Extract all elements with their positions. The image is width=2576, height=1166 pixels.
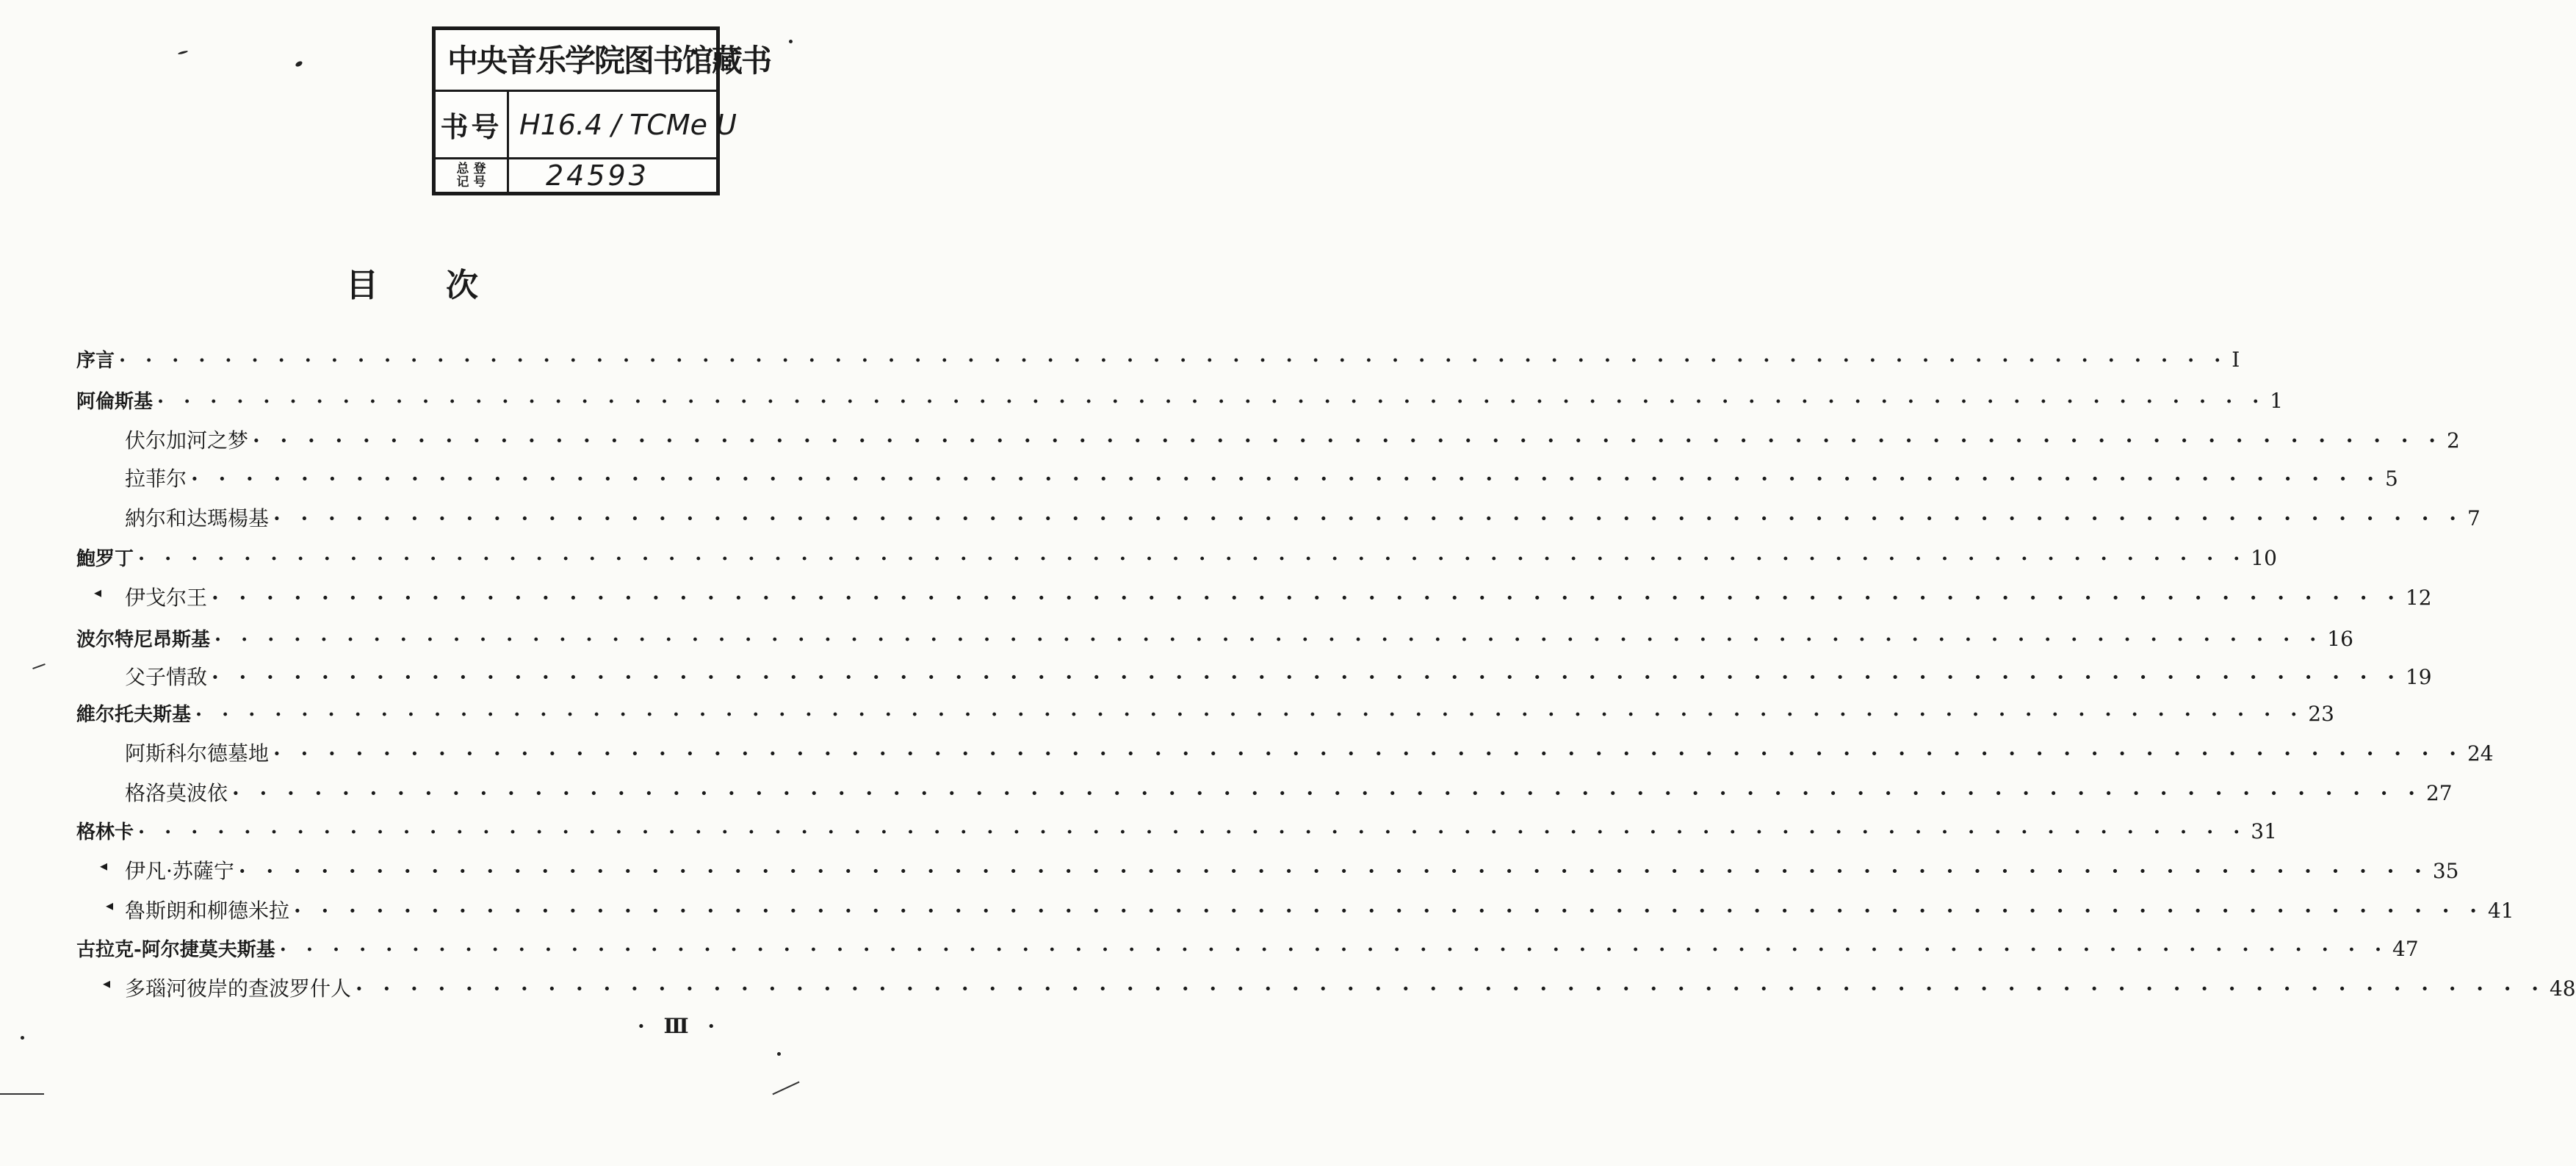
stamp-accession-label-line1: 总 登 bbox=[456, 162, 486, 176]
scan-speck bbox=[21, 1036, 24, 1040]
toc-page-number: 27 bbox=[2425, 781, 2453, 805]
toc-page-number: 12 bbox=[2405, 586, 2432, 610]
toc-entry-title: 父子情敌 bbox=[125, 665, 208, 689]
toc-page-number: I bbox=[2232, 348, 2240, 372]
stamp-accession-value: 24593 bbox=[546, 159, 649, 192]
toc-entry bbox=[76, 935, 2419, 964]
toc-entry bbox=[125, 973, 2576, 1002]
toc-page-number: 1 bbox=[2270, 389, 2284, 413]
toc-leader-dots: · · · · · · · · · · · · · · · · · · · · · · · · · · · · · · · · · · · · · · · · · · · · · · · · · · · · · · · · · · · · · · · · · · · · · · · · · · · · · · · · bbox=[138, 821, 2247, 843]
toc-leader-dots: · · · · · · · · · · · · · · · · · · · · · · · · · · · · · · · · · · · · · · · · · · · · · · · · · · · · · · · · · · · · · · · · · · · · · · · · · · · · · · · · bbox=[279, 939, 2389, 961]
toc-leader-dots: · · · · · · · · · · · · · · · · · · · · · · · · · · · · · · · · · · · · · · · · · · · · · · · · · · · · · · · · · · · · · · · · · · · · · · · · · · · · · · · · bbox=[195, 704, 2304, 726]
toc-leader-dots: · · · · · · · · · · · · · · · · · · · · · · · · · · · · · · · · · · · · · · · · · · · · · · · · · · · · · · · · · · · · · · · · · · · · · · · · · · · · · · · · bbox=[119, 350, 2228, 372]
toc-mark-icon: ◂ bbox=[94, 583, 102, 601]
toc-entry bbox=[125, 425, 2460, 454]
stamp-title: 中央音乐学院图书馆藏书 bbox=[436, 30, 716, 92]
toc-leader-dots: · · · · · · · · · · · · · · · · · · · · · · · · · · · · · · · · · · · · · · · · · · · · · · · · · · · · · · · · · · · · · · · · · · · · · · · · · · · · · · · · bbox=[294, 899, 2483, 923]
toc-entry bbox=[76, 386, 2284, 416]
toc-page-number: 31 bbox=[2251, 819, 2277, 843]
toc-page-number: 19 bbox=[2405, 665, 2432, 689]
toc-entry-title: 伏尔加河之梦 bbox=[125, 428, 249, 453]
toc-leader-dots: · · · · · · · · · · · · · · · · · · · · · · · · · · · · · · · · · · · · · · · · · · · · · · · · · · · · · · · · · · · · · · · · · · · · · · · · · · · · · · · · bbox=[191, 467, 2381, 491]
toc-entry bbox=[76, 625, 2353, 654]
toc-leader-dots: · · · · · · · · · · · · · · · · · · · · · · · · · · · · · · · · · · · · · · · · · · · · · · · · · · · · · · · · · · · · · · · · · · · · · · · · · · · · · · · · bbox=[157, 391, 2266, 413]
toc-mark-icon: ◂ bbox=[103, 974, 111, 992]
toc-entry-title: 魯斯朗和柳德米拉 bbox=[125, 899, 290, 923]
toc-page-number: 5 bbox=[2384, 467, 2398, 491]
page-folio: · Ⅲ · bbox=[638, 1014, 721, 1038]
toc-entry bbox=[125, 777, 2453, 807]
toc-entry-title: 格洛莫波依 bbox=[125, 781, 228, 805]
toc-entry bbox=[125, 503, 2481, 532]
stamp-call-number-value: H16.4 / TCMe U bbox=[519, 108, 737, 141]
toc-page-number: 10 bbox=[2251, 546, 2277, 570]
scan-speck bbox=[789, 40, 793, 43]
toc-page-number: 2 bbox=[2446, 428, 2460, 453]
toc-leader-dots: · · · · · · · · · · · · · · · · · · · · · · · · · · · · · · · · · · · · · · · · · · · · · · · · · · · · · · · · · · · · · · · · · · · · · · · · · · · · · · · · bbox=[212, 665, 2401, 689]
toc-leader-dots: · · · · · · · · · · · · · · · · · · · · · · · · · · · · · · · · · · · · · · · · · · · · · · · · · · · · · · · · · · · · · · · · · · · · · · · · · · · · · · · · bbox=[232, 781, 2422, 805]
stamp-accession-label-line2: 记 号 bbox=[456, 175, 486, 190]
toc-entry-title: 拉菲尔 bbox=[125, 467, 187, 491]
toc-page-number: 23 bbox=[2308, 702, 2334, 726]
toc-entry-title: 伊戈尔王 bbox=[125, 586, 208, 610]
toc-mark-icon: ◂ bbox=[106, 896, 114, 914]
toc-page-number: 35 bbox=[2432, 859, 2459, 883]
toc-entry-title: 古拉克-阿尔捷莫夫斯基 bbox=[76, 939, 275, 961]
toc-entry bbox=[125, 895, 2514, 924]
toc-entry-title: 阿倫斯基 bbox=[76, 391, 154, 413]
toc-leader-dots: · · · · · · · · · · · · · · · · · · · · · · · · · · · · · · · · · · · · · · · · · · · · · · · · · · · · · · · · · · · · · · · · · · · · · · · · · · · · · · · · bbox=[214, 629, 2323, 651]
toc-entry bbox=[125, 463, 2398, 492]
toc-entry bbox=[76, 699, 2334, 729]
toc-entry-title: 伊凡·苏薩宁 bbox=[125, 859, 234, 883]
toc-entry bbox=[76, 345, 2240, 375]
toc-page-number: 48 bbox=[2549, 976, 2576, 1001]
toc-mark-icon: ◂ bbox=[100, 857, 108, 874]
toc-entry bbox=[125, 738, 2494, 767]
toc-entry-title: 波尔特尼昂斯基 bbox=[76, 629, 211, 651]
toc-entry-title: 鮑罗丁 bbox=[76, 548, 134, 570]
toc-page-number: 7 bbox=[2467, 506, 2481, 530]
page-title: 目次 bbox=[346, 267, 546, 304]
toc-page-number: 41 bbox=[2487, 899, 2514, 923]
toc-entry-title: 多瑙河彼岸的查波罗什人 bbox=[125, 976, 352, 1001]
toc-entry bbox=[125, 582, 2432, 611]
scan-speck bbox=[777, 1052, 781, 1056]
toc-page-number: 16 bbox=[2327, 627, 2353, 651]
toc-entry-title: 格林卡 bbox=[76, 821, 134, 843]
toc-entry-title: 納尔和达瑪楊基 bbox=[125, 506, 270, 530]
toc-leader-dots: · · · · · · · · · · · · · · · · · · · · · · · · · · · · · · · · · · · · · · · · · · · · · · · · · · · · · · · · · · · · · · · · · · · · · · · · · · · · · · · · bbox=[238, 859, 2428, 883]
toc-entry-title: 阿斯科尔德墓地 bbox=[125, 741, 270, 766]
toc-entry bbox=[76, 544, 2277, 573]
toc-leader-dots: · · · · · · · · · · · · · · · · · · · · · · · · · · · · · · · · · · · · · · · · · · · · · · · · · · · · · · · · · · · · · · · · · · · · · · · · · · · · · · · · bbox=[138, 548, 2247, 570]
scan-streak bbox=[0, 1093, 44, 1095]
toc-entry bbox=[125, 855, 2459, 885]
toc-leader-dots: · · · · · · · · · · · · · · · · · · · · · · · · · · · · · · · · · · · · · · · · · · · · · · · · · · · · · · · · · · · · · · · · · · · · · · · · · · · · · · · · bbox=[273, 506, 2463, 530]
stamp-call-number-label: 书号 bbox=[436, 92, 509, 157]
toc-page-number: 47 bbox=[2392, 937, 2419, 961]
toc-entry-title: 維尔托夫斯基 bbox=[76, 704, 192, 726]
toc-entry bbox=[76, 817, 2277, 846]
toc-leader-dots: · · · · · · · · · · · · · · · · · · · · · · · · · · · · · · · · · · · · · · · · · · · · · · · · · · · · · · · · · · · · · · · · · · · · · · · · · · · · · · · · bbox=[356, 976, 2545, 1001]
toc-leader-dots: · · · · · · · · · · · · · · · · · · · · · · · · · · · · · · · · · · · · · · · · · · · · · · · · · · · · · · · · · · · · · · · · · · · · · · · · · · · · · · · · bbox=[212, 586, 2401, 610]
toc-page-number: 24 bbox=[2467, 741, 2494, 766]
toc-entry-title: 序言 bbox=[76, 350, 115, 372]
toc-leader-dots: · · · · · · · · · · · · · · · · · · · · · · · · · · · · · · · · · · · · · · · · · · · · · · · · · · · · · · · · · · · · · · · · · · · · · · · · · · · · · · · · bbox=[273, 741, 2463, 766]
toc-entry bbox=[125, 661, 2432, 691]
toc-leader-dots: · · · · · · · · · · · · · · · · · · · · · · · · · · · · · · · · · · · · · · · · · · · · · · · · · · · · · · · · · · · · · · · · · · · · · · · · · · · · · · · · bbox=[253, 428, 2442, 453]
